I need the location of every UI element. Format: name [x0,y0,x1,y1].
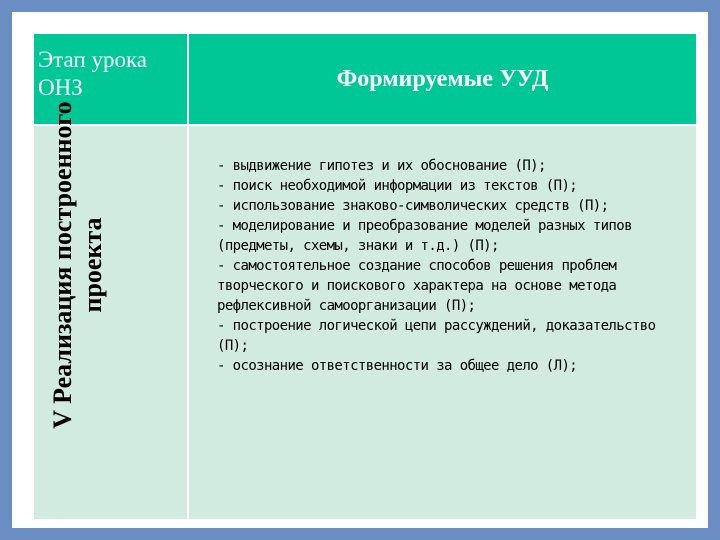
stage-column-header: Этап урока ОНЗ [33,33,188,125]
uud-item: - поиск необходимой информации из текстов (П); [217,178,578,194]
stage-name: V Реализация построенного проекта [48,101,107,429]
uud-column-header: Формируемые УУД [188,33,697,125]
uud-list [217,156,686,376]
slide-frame [12,12,708,528]
uud-table [32,32,698,521]
table-header-row [33,33,697,125]
uud-item: - выдвижение гипотез и их обоснование (П); [217,158,546,174]
uud-item: - моделирование и преобразование моделей разных типов (предметы, схемы, знаки и т.д.) (П); [217,218,632,254]
uud-item: - построение логической цепи рассуждений, доказательство (П); [217,318,656,354]
uud-cell [188,125,697,520]
table-row [33,125,697,520]
uud-item: - самостоятельное создание способов решения проблем творческого и поискового характера на основе метода рефлексивной самоорганизации (П); [217,258,617,314]
uud-item: - использование знаково-символических средств (П); [217,198,609,214]
uud-item: - осознание ответственности за общее дело (Л); [217,358,578,374]
stage-cell [33,101,188,520]
